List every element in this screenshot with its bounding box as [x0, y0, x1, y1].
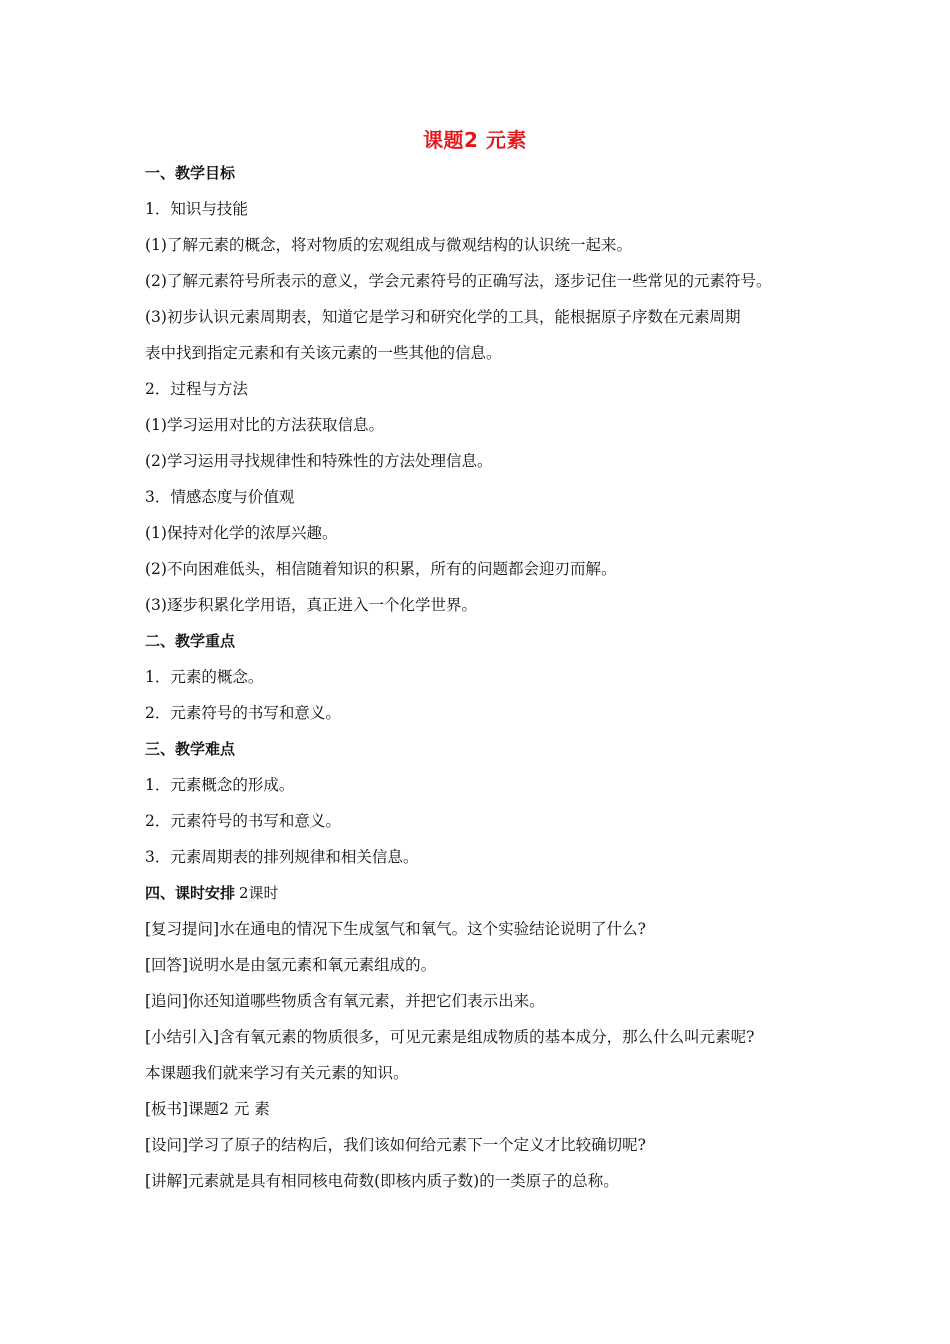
- line-text: [讲解]元素就是具有相同核电荷数(即核内质子数)的一类原子的总称。: [145, 1172, 619, 1190]
- body-line: [145, 808, 835, 844]
- line-text: [小结引入]含有氧元素的物质很多，可见元素是组成物质的基本成分，那么什么叫元素呢?: [145, 1028, 755, 1046]
- line-text: (2)学习运用寻找规律性和特殊性的方法处理信息。: [145, 452, 493, 470]
- line-text: [复习提问]水在通电的情况下生成氢气和氧气。这个实验结论说明了什么?: [145, 920, 646, 938]
- body-line: [145, 664, 835, 700]
- line-text: (1)了解元素的概念，将对物质的宏观组成与微观结构的认识统一起来。: [145, 236, 632, 254]
- line-text: (1)学习运用对比的方法获取信息。: [145, 416, 384, 434]
- section-heading: [145, 736, 835, 772]
- body-line: [145, 340, 835, 376]
- body-line: [145, 376, 835, 412]
- line-text: (2)不向困难低头，相信随着知识的积累，所有的问题都会迎刃而解。: [145, 560, 617, 578]
- body-line: [145, 412, 835, 448]
- heading-text: 四、课时安排: [145, 884, 236, 902]
- line-text: 3．元素周期表的排列规律和相关信息。: [145, 848, 419, 866]
- body-line: [145, 1168, 835, 1204]
- body-line: [145, 484, 835, 520]
- body-line: [145, 520, 835, 556]
- section-heading: [145, 160, 835, 196]
- line-text: 1．元素的概念。: [145, 668, 264, 686]
- line-text: 1．元素概念的形成。: [145, 776, 295, 794]
- line-text: [设问]学习了原子的结构后，我们该如何给元素下一个定义才比较确切呢?: [145, 1136, 646, 1154]
- line-text: (3)逐步积累化学用语，真正进入一个化学世界。: [145, 596, 477, 614]
- heading-text: 一、教学目标: [145, 164, 236, 182]
- body-line: [145, 592, 835, 628]
- body-line: [145, 772, 835, 808]
- section-heading: [145, 628, 835, 664]
- body-line: [145, 268, 835, 304]
- body-line: [145, 700, 835, 736]
- line-text: [回答]说明水是由氢元素和氧元素组成的。: [145, 956, 437, 974]
- body-line: [145, 844, 835, 880]
- body-line: [145, 232, 835, 268]
- line-text: (1)保持对化学的浓厚兴趣。: [145, 524, 338, 542]
- body-line: [145, 1096, 835, 1132]
- line-text: 本课题我们就来学习有关元素的知识。: [145, 1064, 409, 1082]
- heading-text: 二、教学重点: [145, 632, 236, 650]
- line-text: [板书]课题2 元 素: [145, 1100, 270, 1118]
- section-heading: [145, 880, 835, 916]
- body-line: [145, 1060, 835, 1096]
- line-text: 2．过程与方法: [145, 380, 248, 398]
- document-title: 课题2 元素: [423, 128, 527, 152]
- line-text: 2．元素符号的书写和意义。: [145, 812, 341, 830]
- heading-extra-text: 2课时: [239, 884, 279, 902]
- line-text: (3)初步认识元素周期表，知道它是学习和研究化学的工具，能根据原子序数在元素周期: [145, 308, 741, 326]
- line-text: 表中找到指定元素和有关该元素的一些其他的信息。: [145, 344, 502, 362]
- body-line: [145, 448, 835, 484]
- body-line: [145, 952, 835, 988]
- line-text: 3．情感态度与价值观: [145, 488, 295, 506]
- heading-text: 三、教学难点: [145, 740, 236, 758]
- body-line: [145, 1132, 835, 1168]
- body-line: [145, 196, 835, 232]
- line-text: (2)了解元素符号所表示的意义，学会元素符号的正确写法，逐步记住一些常见的元素符号。: [145, 272, 772, 290]
- body-line: [145, 988, 835, 1024]
- line-text: 1．知识与技能: [145, 200, 248, 218]
- body-line: [145, 1024, 835, 1060]
- document-body: [145, 160, 835, 1204]
- line-text: 2．元素符号的书写和意义。: [145, 704, 341, 722]
- body-line: [145, 916, 835, 952]
- line-text: [追问]你还知道哪些物质含有氧元素，并把它们表示出来。: [145, 992, 545, 1010]
- body-line: [145, 304, 835, 340]
- body-line: [145, 556, 835, 592]
